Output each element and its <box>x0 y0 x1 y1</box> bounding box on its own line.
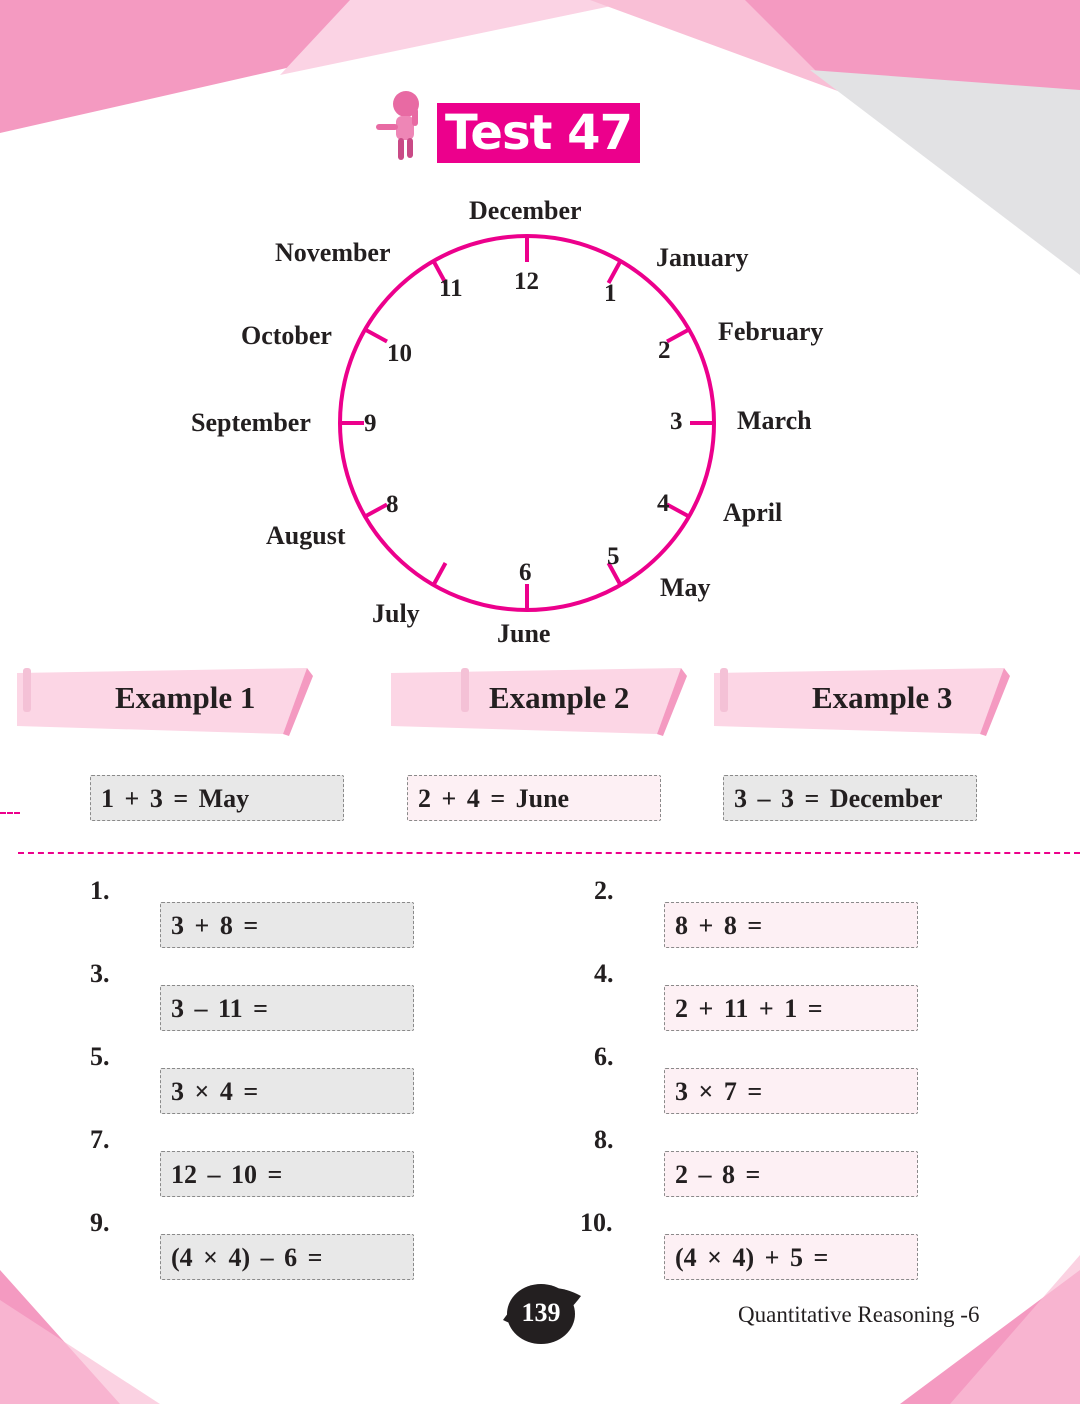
month-june: June <box>497 619 551 648</box>
section-divider <box>18 852 1080 854</box>
title-box <box>437 103 640 163</box>
left-margin-dash <box>0 812 20 814</box>
example-2-label: Example 2 <box>489 680 630 715</box>
question-7-number: 7. <box>90 1125 110 1154</box>
question-6-number: 6. <box>594 1042 614 1071</box>
example-1-label: Example 1 <box>115 680 256 715</box>
example-3-equation: 3 – 3 = December <box>723 775 977 821</box>
example-2-banner <box>391 668 691 736</box>
clock-number-9: 9 <box>364 410 377 437</box>
month-april: April <box>723 498 783 527</box>
book-title: Quantitative Reasoning -6 <box>738 1302 980 1327</box>
question-2-box[interactable]: 8 + 8 = <box>664 902 918 948</box>
month-november: November <box>275 238 391 267</box>
clock-number-6: 6 <box>519 559 532 586</box>
clock-number-5: 5 <box>607 543 620 570</box>
question-8-number: 8. <box>594 1125 614 1154</box>
month-october: October <box>241 321 332 350</box>
clock-number-11: 11 <box>439 275 463 302</box>
question-1-number: 1. <box>90 876 110 905</box>
month-september: September <box>191 408 311 437</box>
example-3-banner <box>714 668 1014 736</box>
question-4-box[interactable]: 2 + 11 + 1 = <box>664 985 918 1031</box>
question-10-box[interactable]: (4 × 4) + 5 = <box>664 1234 918 1280</box>
clock-number-10: 10 <box>387 340 412 367</box>
question-5-box[interactable]: 3 × 4 = <box>160 1068 414 1114</box>
question-10-number: 10. <box>580 1208 613 1237</box>
example-1-equation: 1 + 3 = May <box>90 775 344 821</box>
question-2-number: 2. <box>594 876 614 905</box>
bottom-right-light-triangle <box>950 1255 1080 1404</box>
question-9-number: 9. <box>90 1208 110 1237</box>
question-9-box[interactable]: (4 × 4) – 6 = <box>160 1234 414 1280</box>
question-4-number: 4. <box>594 959 614 988</box>
month-december: December <box>469 196 582 225</box>
clock-number-8: 8 <box>386 491 399 518</box>
example-2-equation: 2 + 4 = June <box>407 775 661 821</box>
question-8-box[interactable]: 2 – 8 = <box>664 1151 918 1197</box>
clock-number-1: 1 <box>604 280 617 307</box>
character-icon <box>372 88 430 164</box>
question-6-box[interactable]: 3 × 7 = <box>664 1068 918 1114</box>
page-title: Test 47 <box>445 105 632 161</box>
month-july: July <box>372 599 420 628</box>
clock-number-3: 3 <box>670 408 683 435</box>
page-number: 139 <box>507 1284 575 1344</box>
month-march: March <box>737 406 812 435</box>
question-1-box[interactable]: 3 + 8 = <box>160 902 414 948</box>
month-august: August <box>266 521 346 550</box>
clock-number-4: 4 <box>657 490 670 517</box>
question-3-box[interactable]: 3 – 11 = <box>160 985 414 1031</box>
question-7-box[interactable]: 12 – 10 = <box>160 1151 414 1197</box>
example-3-label: Example 3 <box>812 680 953 715</box>
question-3-number: 3. <box>90 959 110 988</box>
month-february: February <box>718 317 824 346</box>
question-5-number: 5. <box>90 1042 110 1071</box>
top-right-grey-triangle <box>810 70 1080 275</box>
clock-number-12: 12 <box>514 268 539 295</box>
example-1-banner <box>17 668 317 736</box>
month-january: January <box>656 243 749 272</box>
clock-number-2: 2 <box>658 337 671 364</box>
month-may: May <box>660 573 711 602</box>
